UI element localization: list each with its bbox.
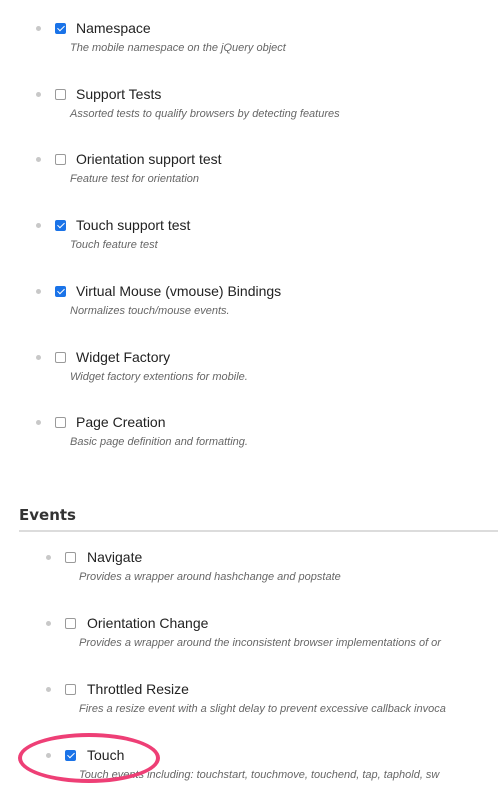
- module-checkbox-namespace[interactable]: [55, 23, 66, 34]
- module-label: Orientation support test: [76, 151, 222, 167]
- module-description: Widget factory extentions for mobile.: [70, 371, 248, 383]
- event-checkbox-touch[interactable]: [65, 750, 76, 761]
- module-checkbox-orientation-support-test[interactable]: [55, 154, 66, 165]
- event-label: Touch: [87, 747, 125, 763]
- module-description: The mobile namespace on the jQuery object: [70, 42, 286, 54]
- bullet-icon: [36, 289, 41, 294]
- module-description: Basic page definition and formatting.: [70, 436, 248, 448]
- module-label: Virtual Mouse (vmouse) Bindings: [76, 283, 282, 299]
- event-checkbox-navigate[interactable]: [65, 552, 76, 563]
- event-label: Orientation Change: [87, 615, 209, 631]
- module-checkbox-touch-support-test[interactable]: [55, 220, 66, 231]
- section-title-events: Events: [19, 506, 76, 524]
- event-label: Navigate: [87, 549, 143, 565]
- event-description: Provides a wrapper around the inconsistent browser implementations of or: [79, 637, 441, 649]
- module-description: Normalizes touch/mouse events.: [70, 305, 230, 317]
- module-label: Support Tests: [76, 86, 162, 102]
- module-label: Namespace: [76, 20, 151, 36]
- module-description: Feature test for orientation: [70, 173, 200, 185]
- module-label: Widget Factory: [76, 349, 171, 365]
- event-checkbox-throttled-resize[interactable]: [65, 684, 76, 695]
- module-label: Touch support test: [76, 217, 191, 233]
- module-checkbox-support-tests[interactable]: [55, 89, 66, 100]
- bullet-icon: [36, 157, 41, 162]
- event-description: Touch events including: touchstart, touchmove, touchend, tap, taphold, sw: [79, 769, 440, 781]
- event-checkbox-orientation-change[interactable]: [65, 618, 76, 629]
- bullet-icon: [36, 355, 41, 360]
- module-checkbox-vmouse-bindings[interactable]: [55, 286, 66, 297]
- module-description: Assorted tests to qualify browsers by detecting features: [70, 108, 340, 120]
- bullet-icon: [46, 555, 51, 560]
- section-divider: [19, 530, 498, 532]
- bullet-icon: [36, 420, 41, 425]
- module-description: Touch feature test: [70, 239, 158, 251]
- bullet-icon: [36, 26, 41, 31]
- bullet-icon: [36, 223, 41, 228]
- bullet-icon: [46, 753, 51, 758]
- module-checkbox-page-creation[interactable]: [55, 417, 66, 428]
- event-description: Fires a resize event with a slight delay to prevent excessive callback invoca: [79, 703, 446, 715]
- event-description: Provides a wrapper around hashchange and popstate: [79, 571, 341, 583]
- event-label: Throttled Resize: [87, 681, 189, 697]
- bullet-icon: [36, 92, 41, 97]
- module-checkbox-widget-factory[interactable]: [55, 352, 66, 363]
- module-label: Page Creation: [76, 414, 166, 430]
- bullet-icon: [46, 687, 51, 692]
- bullet-icon: [46, 621, 51, 626]
